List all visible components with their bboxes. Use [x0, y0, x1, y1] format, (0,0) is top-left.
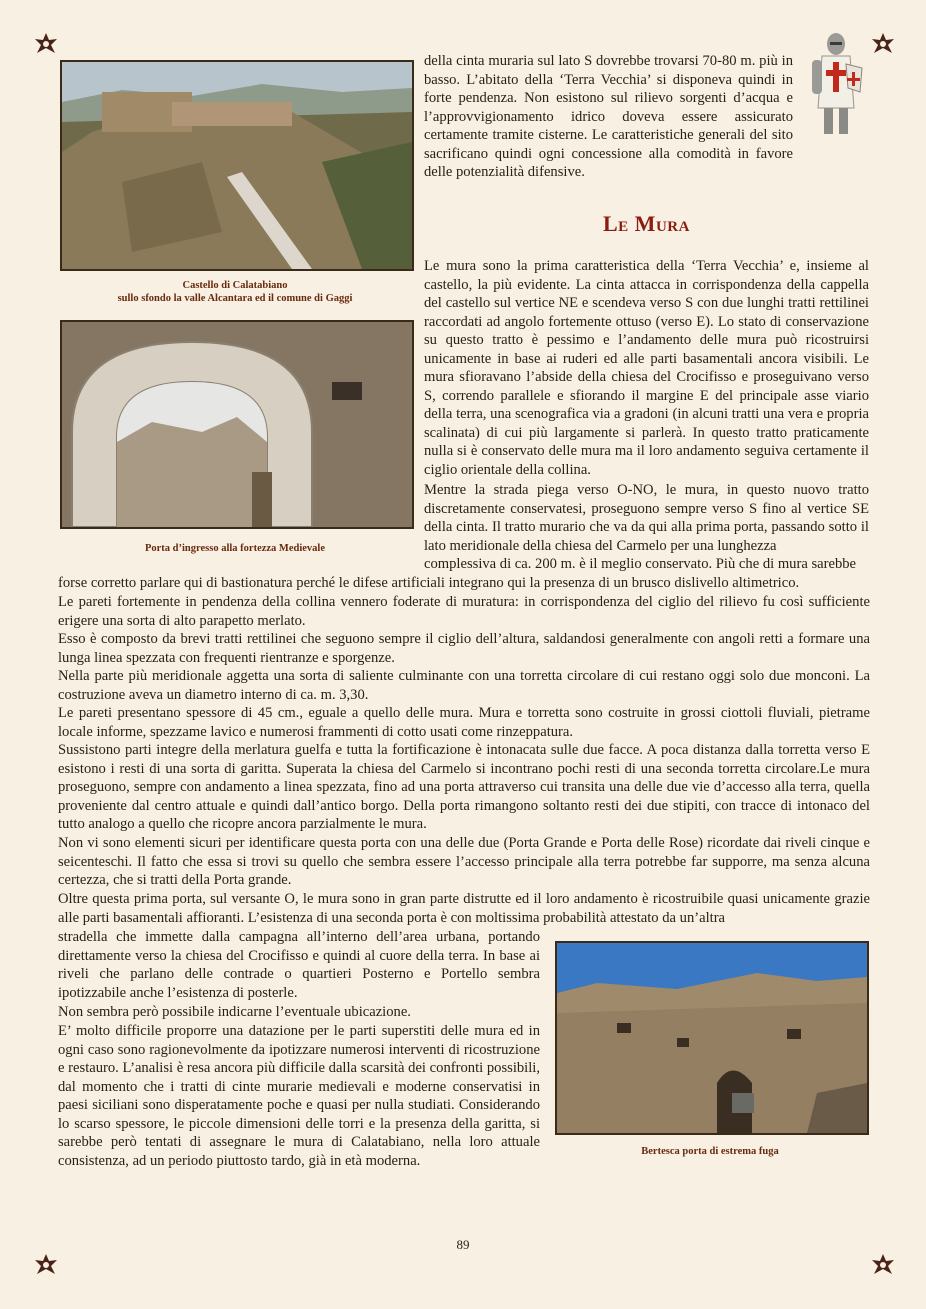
- body-paragraph: stradella che immette dalla campagna all’interno dell’area urbana, portando direttamente verso la chiesa del Crocifisso e quindi al cuore della terra. In base ai riveli che parlano delle contrade o quartieri Posterno e Portello sembra ipotizzabile anche l’esistenza di posterle.: [58, 929, 540, 1001]
- caption-line: sullo sfondo la valle Alcantara ed il comune di Gaggi: [117, 293, 353, 304]
- body-paragraph: Esso è composto da brevi tratti rettilinei che seguono sempre il ciglio dell’altura, saldandosi generalmente con angoli retti a formare una lunga linea spezzata con frequenti rientranze e sporgenze.: [58, 631, 870, 666]
- corner-ornament-icon: [33, 1252, 59, 1278]
- castle-photo: [60, 60, 414, 271]
- body-paragraph: Le pareti fortemente in pendenza della collina vennero foderate di muratura: in corrispondenza del ciglio del rilievo fu così sufficiente erigere una sorta di alto parapetto merlato.: [58, 594, 870, 629]
- body-paragraph: Sussistono parti integre della merlatura guelfa e tutta la fortificazione è intonacata sulle due facce. A poca distanza dalla torretta verso E esistono i resti di una sorta di garitta. Superata la chiesa del Carmelo si incontrano pochi resti di una seconda torretta circolare.Le mura proseguono, sempre con andamento a linea spezzata, fino ad una porta attraverso cui transita una delle due vie d’accesso alla terra, quella proveniente dal centro attuale e quindi dall’antico borgo. Della porta rimangono soltanto resti dei due stipiti, con tracce di intonaco del tutto analogo a quello che ricopre ancora parzialmente le mura.: [58, 742, 870, 832]
- body-paragraph: Le pareti presentano spessore di 45 cm., eguale a quello delle mura. Mura e torretta sono costruite in grossi ciottoli fluviali, pietrame locale informe, spezzame lavico e numerosi frammenti di cotto usati come rinzeppatura.: [58, 705, 870, 740]
- page-number: 89: [456, 1237, 470, 1252]
- corner-ornament-icon: [870, 31, 896, 57]
- caption-line: Castello di Calatabiano: [182, 280, 288, 291]
- corner-ornament-icon: [33, 31, 59, 57]
- body-paragraph: complessiva di ca. 200 m. è il meglio conservato. Più che di mura sarebbe: [424, 556, 857, 572]
- bertesca-photo: [555, 941, 869, 1135]
- section-heading: Le Mura: [603, 211, 690, 236]
- body-paragraph: Non sembra però possibile indicarne l’eventuale ubicazione.: [58, 1004, 411, 1020]
- caption-line: Porta d’ingresso alla fortezza Medievale: [144, 543, 325, 554]
- body-paragraph: Le mura sono la prima caratteristica della ‘Terra Vecchia’ e, insieme al castello, la più evidente. La cinta attacca in corrispondenza della cappella del castello sul vertice NE e scendeva verso S con due lunghi tratti rettilinei raccordati ad angolo fortemente ottuso (verso E). Lo stato di conservazione su questo tratto è pessimo e l’andamento delle mura può ricostruirsi unicamente in base ai ruderi ed alle parti basamentali ancora visibili. Le mura sfioravano l’abside della chiesa del Crocifisso e proseguivano verso S, correndo parallele e sfiorando il margine E del principale asse viario della terra, una scenografica via a gradoni (in alcuni tratti una vera e propria scalinata) di cui più largamente si parlerà. In questo tratto praticamente nulla si è conservato delle mura ma il loro andamento seguiva certamente il ciglio orientale della collina.: [424, 258, 869, 478]
- gate-arch-photo: [60, 320, 414, 529]
- photo-caption: [555, 1145, 865, 1158]
- body-paragraph: Oltre questa prima porta, sul versante O, le mura sono in gran parte distrutte ed il loro andamento è ricostruibile quasi unicamente grazie alle parti basamentali affioranti. L’esistenza di una seconda porta è con moltissima probabilità attestato da un’altra: [58, 891, 870, 926]
- body-paragraph: Non vi sono elementi sicuri per identificare questa porta con una delle due (Porta Grande e Porta delle Rose) ricordate dai riveli cinque e seicenteschi. Il fatto che essa si trovi su quello che sembra essere l’accesso principale alla terra potrebbe far supporre, ma senza alcuna certezza, che si tratti della Porta grande.: [58, 835, 870, 888]
- photo-caption: [60, 279, 410, 305]
- photo-caption: [60, 542, 410, 555]
- body-paragraph: Nella parte più meridionale aggetta una sorta di saliente culminante con una torretta circolare di cui restano oggi solo due monconi. La costruzione aveva un diametro interno di ca. m. 3,30.: [58, 668, 870, 703]
- body-paragraph: Mentre la strada piega verso O-NO, le mura, in questo nuovo tratto discretamente conservatesi, proseguono sempre verso S fino al vertice SE della cinta. Il tratto murario che va da qui alla prima porta, passando sotto il lato meridionale della chiesa del Carmelo per una lunghezza: [424, 482, 869, 554]
- corner-ornament-icon: [870, 1252, 896, 1278]
- intro-paragraph: della cinta muraria sul lato S dovrebbe trovarsi 70-80 m. più in basso. L’abitato della ‘Terra Vecchia’ si disponeva quindi in forte pendenza. Non esistono sul rilievo sorgenti d’acqua e l’approvvigionamento idrico doveva essere assicurato certamente tramite cisterne. Le caratteristiche generali del sito sacrificano quindi ogni concessione alla comodità in favore delle potenzialità difensive.: [424, 53, 793, 180]
- body-paragraph: forse corretto parlare qui di bastionatura perché le difese artificiali integrano qui la presenza di un brusco dislivello altimetrico.: [58, 575, 800, 591]
- caption-line: Bertesca porta di estrema fuga: [641, 1146, 779, 1157]
- body-paragraph: E’ molto difficile proporre una datazione per le parti superstiti delle mura ed in ogni caso sono ragionevolmente da ipotizzare numerosi interventi di ricostruzione e restauro. L’analisi è resa ancora più difficile dalla scarsità dei confronti possibili, dal momento che i tratti di cinte murarie medievali e moderne conservatisi in paesi siciliani sono disperatamente poche e quasi per nulla studiati. Considerando lo scarso spessore, le piccole dimensioni delle torri e la presenza della garitta, si sarebbe però tentati di assegnare le mura di Calatabiano, nella loro attuale consistenza, ad un periodo piuttosto tardo, già in età moderna.: [58, 1023, 540, 1169]
- templar-knight-icon: [806, 30, 866, 138]
